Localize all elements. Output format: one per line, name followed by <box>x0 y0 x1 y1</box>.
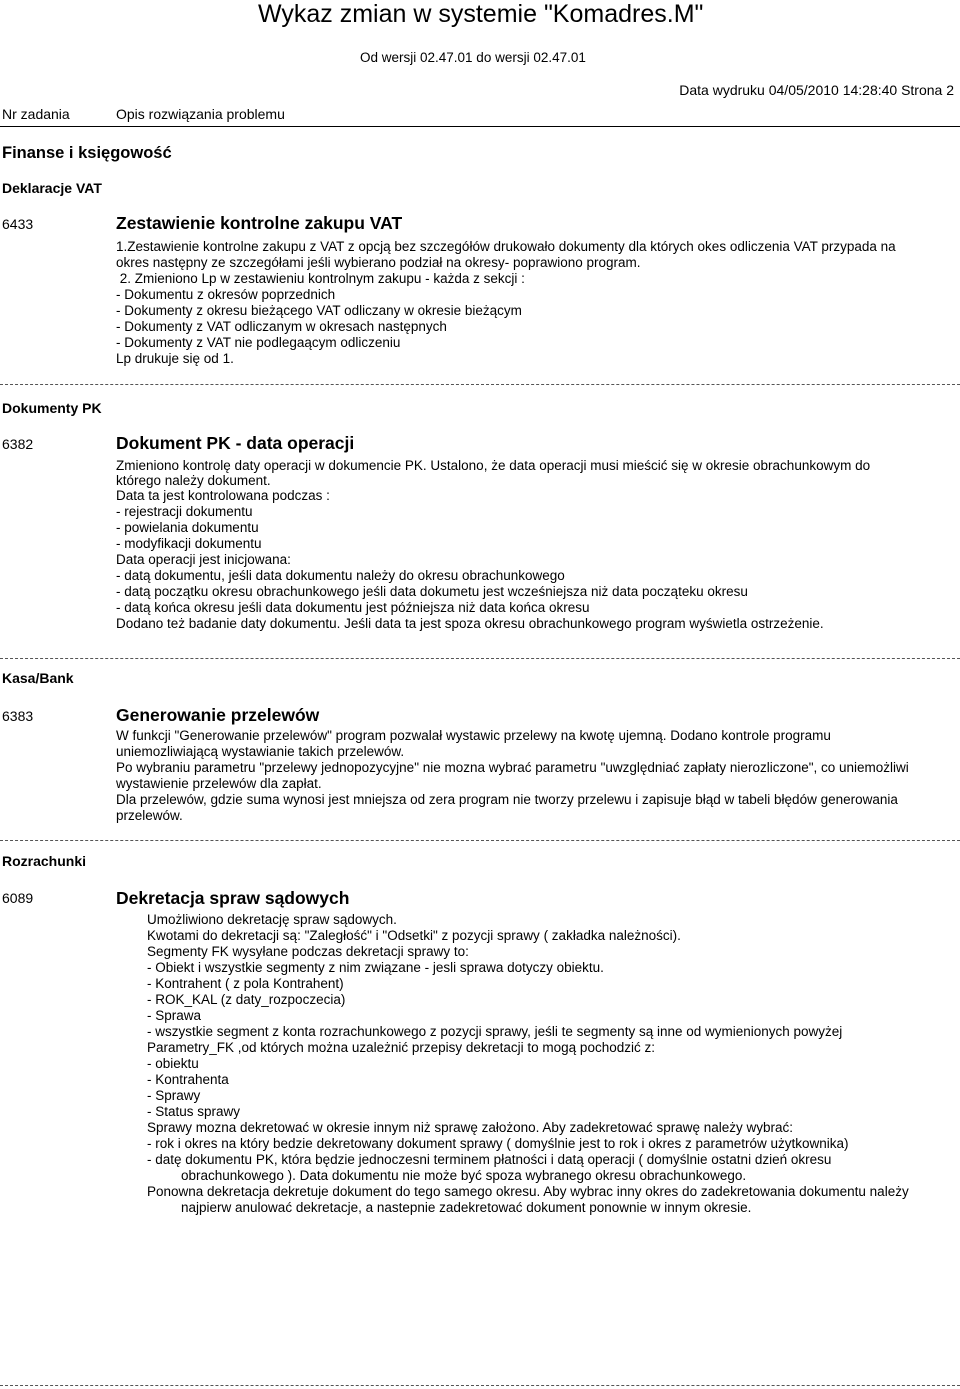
print-info: Data wydruku 04/05/2010 14:28:40 Strona 2 <box>679 82 954 98</box>
description-line: Kwotami do dekretacji są: "Zaległość" i "Odsetki" z pozycji sprawy ( zakładka należności). <box>147 928 681 943</box>
description-line: - rejestracji dokumentu <box>116 504 253 519</box>
description-line: przelewów. <box>116 808 183 823</box>
description-line: - wszystkie segment z konta rozrachunkowego z pozycji sprawy, jeśli te segmenty są inne od wymienionych powyżej <box>147 1024 843 1039</box>
section-title: Dokumenty PK <box>2 400 102 416</box>
task-number: 6382 <box>2 436 34 452</box>
description-line: którego należy dokument. <box>116 473 271 488</box>
description-line: Segmenty FK wysyłane podczas dekretacji sprawy to: <box>147 944 469 959</box>
description-line: - Dokumentu z okresów poprzednich <box>116 287 336 302</box>
section-divider <box>0 658 960 659</box>
description-line: Zmieniono kontrolę daty operacji w dokumencie PK. Ustalono, że data operacji musi mieścić się w okresie obrachunkowym do <box>116 458 871 473</box>
task-description <box>116 239 956 367</box>
description-line: - Sprawy <box>147 1088 201 1103</box>
description-line: - modyfikacji dokumentu <box>116 536 262 551</box>
task-description <box>116 458 956 632</box>
section-title: Rozrachunki <box>2 853 87 869</box>
description-line: - Obiekt i wszystkie segmenty z nim związane - jesli sprawa dotyczy obiektu. <box>147 960 604 975</box>
description-line: okres następny ze szczegółami jeśli wybierano podział na okresy- poprawiono program. <box>116 255 641 270</box>
task-title: Zestawienie kontrolne zakupu VAT <box>116 213 403 233</box>
description-line: Umożliwiono dekretację spraw sądowych. <box>147 912 397 927</box>
description-line: Parametry_FK ,od których można uzależnić przepisy dekretacji to mogą pochodzić z: <box>147 1040 655 1055</box>
description-line: - Dokumenty z VAT odliczanym w okresach następnych <box>116 319 447 334</box>
description-line: Po wybraniu parametru "przelewy jednopozycyjne" nie mozna wybrać parametru "uwzględniać zapłaty nierozliczone", co uniemożliwi <box>116 760 909 775</box>
task-number: 6383 <box>2 708 34 724</box>
description-line: - Dokumenty z VAT nie podlegaącym odliczeniu <box>116 335 401 350</box>
description-line: obrachunkowego ). Data dokumentu nie może być spoza wybranego okresu obrachunkowego. <box>181 1168 747 1183</box>
description-line: najpierw anulować dekretacje, a nastepnie zadekretować dokument ponownie w innym okresie. <box>181 1200 752 1215</box>
header-rule <box>0 126 960 127</box>
description-line: uniemozliwiającą wystawianie takich przelewów. <box>116 744 405 759</box>
description-line: - Kontrahent ( z pola Kontrahent) <box>147 976 344 991</box>
description-line: Sprawy mozna dekretować w okresie innym niż sprawę założono. Aby zadekretować sprawę należy wybrać: <box>147 1120 794 1135</box>
description-line: Data ta jest kontrolowana podczas : <box>116 488 330 503</box>
task-number: 6433 <box>2 216 34 232</box>
description-line: - datą początku okresu obrachunkowego jeśli data dokumetu jest wcześniejsza niż data począteku okresu <box>116 584 748 599</box>
description-line: - datą dokumentu, jeśli data dokumentu należy do okresu obrachunkowego <box>116 568 565 583</box>
description-line: Dla przelewów, gdzie suma wynosi jest mniejsza od zera program nie tworzy przelewu i zapisuje błąd w tabeli błędów generowania <box>116 792 898 807</box>
description-line: Dodano też badanie daty dokumentu. Jeśli data ta jest spoza okresu obrachunkowego program wyświetla ostrzeżenie. <box>116 616 824 631</box>
description-line: Ponowna dekretacja dekretuje dokument do tego samego okresu. Aby wybrac inny okres do zadekretowania dokumentu należy <box>147 1184 909 1199</box>
task-title: Dekretacja spraw sądowych <box>116 888 350 908</box>
description-line: - ROK_KAL (z daty_rozpoczecia) <box>147 992 346 1007</box>
description-line: - datę dokumentu PK, która będzie jednoczesni terminem płatności i datą operacji ( domyślnie ostatni dzień okresu <box>147 1152 832 1167</box>
description-line: - Sprawa <box>147 1008 202 1023</box>
section-title: Kasa/Bank <box>2 670 74 686</box>
description-line: W funkcji "Generowanie przelewów" program pozwalał wystawic przelewy na kwotę ujemną. Dodano kontrole programu <box>116 728 831 743</box>
section-divider <box>0 384 960 385</box>
description-line: - Kontrahenta <box>147 1072 229 1087</box>
document-title: Wykaz zmian w systemie "Komadres.M" <box>258 0 704 28</box>
description-line: - Status sprawy <box>147 1104 241 1119</box>
task-title: Generowanie przelewów <box>116 705 320 725</box>
description-line: - datą końca okresu jeśli data dokumentu jest późniejsza niż data końca okresu <box>116 600 590 615</box>
description-line: Lp drukuje się od 1. <box>116 351 234 366</box>
version-range: Od wersji 02.47.01 do wersji 02.47.01 <box>360 50 586 65</box>
description-line: wystawienie przelewów dla zapłat. <box>116 776 322 791</box>
column-header-description: Opis rozwiązania problemu <box>116 106 285 122</box>
description-line: 1.Zestawienie kontrolne zakupu z VAT z opcją bez szczegółów drukowało dokumenty dla których okes odliczenia VAT przypada na <box>116 239 896 254</box>
section-title: Deklaracje VAT <box>2 180 102 196</box>
description-line: - rok i okres na który bedzie dekretowany dokument sprawy ( domyślnie jest to rok i okres z parametrów użytkownika) <box>147 1136 849 1151</box>
page-bottom-divider <box>0 1385 960 1386</box>
section-divider <box>0 840 960 841</box>
category-title: Finanse i księgowość <box>2 144 172 162</box>
task-title: Dokument PK - data operacji <box>116 433 355 453</box>
description-line: - obiektu <box>147 1056 199 1071</box>
task-description <box>116 728 960 824</box>
description-line: - powielania dokumentu <box>116 520 259 535</box>
description-line: 2. Zmieniono Lp w zestawieniu kontrolnym zakupu - każda z sekcji : <box>116 271 525 286</box>
column-header-nr: Nr zadania <box>2 106 70 122</box>
task-description <box>147 912 957 1216</box>
description-line: - Dokumenty z okresu bieżącego VAT odliczany w okresie bieżącym <box>116 303 522 318</box>
description-line: Data operacji jest inicjowana: <box>116 552 291 567</box>
task-number: 6089 <box>2 890 34 906</box>
